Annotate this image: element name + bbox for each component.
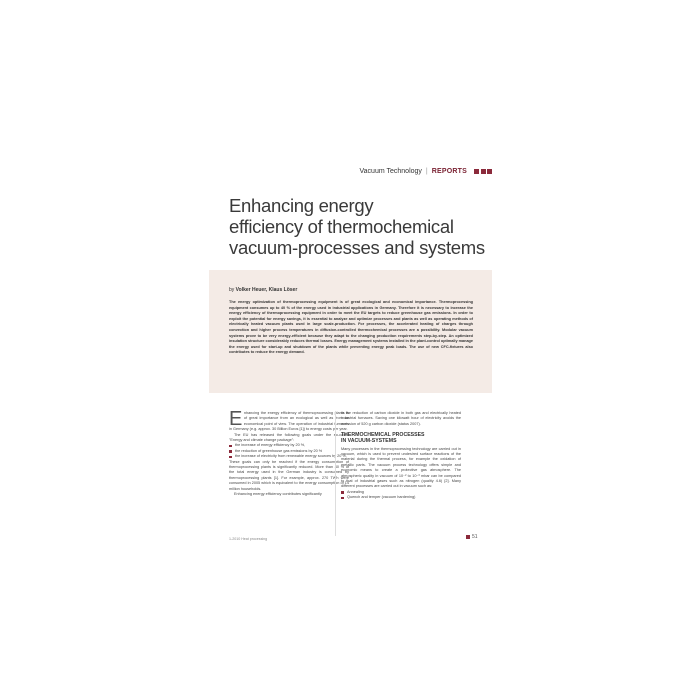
paragraph-vacuum: Many processes in the thermoprocessing technology are carried out in vacuum, which is used to prevent undesired surface reactions of the material during the thermal process, for example the oxidation of metallic parts. The vacuum process technology offers simple and economic means to create a protective gas atmosphere. The atmospheric quality in vacuum of 10⁻² to 10⁻³ mbar can be compared to that of industrial gases such as nitrogen (quality 4.6) [2]. Many different processes are carried out in vacuum such as:: [341, 446, 461, 489]
square-icon: [481, 169, 486, 174]
process-list: [341, 490, 461, 501]
column-divider: [335, 411, 336, 536]
footer-journal: 1-2010 Heat processing: [229, 537, 268, 541]
header-category: Vacuum Technology: [359, 168, 422, 175]
abstract-text: The energy optimization of thermoprocessing equipment is of great ecological and economical importance. Thermoprocessing equipment consumes up to 40 % of the energy used in industrial applications in Germany. Therefore it is necessary to increase the energy efficiency of thermoprocessing equipment in order to meet the EU targets to reduce greenhouse gas emissions. In order to exploit the potential for energy savings, it is essential to analyze and optimize processes and plants as well as operating methods of electrically heated vacuum plants used in large scale-production. For processes, the accelerated heating of charges through convection and higher process temperatures in diffusion-controlled thermochemical processes are a possibility. Modular vacuum systems prove to be very energy-efficient because they adapt to the changing production requirements step-by-step. An optimized insulation structure considerably reduces thermal losses. Energy management systems installed in the plant-control optimally manage the energy used for start-up and shutdown of the plants while preventing energy peak loads. The use of new CFC-fixtures also contributes to reduce the energy demand.: [229, 300, 473, 355]
drop-cap: E: [229, 408, 243, 430]
section-heading-line-1: THERMOCHEMICAL PROCESSES: [341, 432, 425, 439]
title-line-1: Enhancing energy: [229, 195, 374, 216]
paragraph-intro: [229, 408, 349, 433]
square-icon: [474, 169, 479, 174]
square-icon: [466, 535, 470, 539]
square-icon: [487, 169, 492, 174]
author-line: [229, 287, 297, 293]
title-line-2: efficiency of thermochemical: [229, 216, 454, 237]
header-section: REPORTS: [431, 168, 467, 175]
paragraph-intro-text: nhancing the energy efficiency of thermoprocessing plants is of great importance from an ecological as well as from an economical point of view. The operation of industrial furnaces in Germany (e.g. approx. 30 Billion Euros [1]) to energy costs per year.: [229, 411, 349, 432]
header-separator: |: [425, 168, 428, 175]
by-label: by: [229, 287, 235, 293]
paragraph-efficiency: Enhancing energy efficiency contributes significantly: [234, 492, 322, 497]
header-squares-icon: [474, 169, 492, 174]
footer-page: [466, 534, 478, 540]
body-column-1: [229, 408, 349, 498]
body-column-2: [341, 411, 461, 501]
title-line-3: vacuum-processes and systems: [229, 237, 485, 258]
section-heading-line-2: IN VACUUM-SYSTEMS: [341, 438, 397, 445]
paragraph-carbon: to the reduction of carbon dioxide in both gas and electrically heated industrial furnaces. Saving one kilowatt hour of electricity avoids the emission of 520 g carbon dioxide (status 2007).: [341, 411, 461, 426]
page-number: 51: [472, 534, 478, 540]
paragraph-consumption: These goals can only be reached if the energy consumption of thermoprocessing plants is significantly reduced. More than 40 % of the total energy used in the German industry is consumed by thermoprocessing plants [1]. For example, approx. 270 TWh were consumed in 2005 which is equivalent to the energy consumption of 14 million households.: [229, 459, 349, 491]
abstract-box: [209, 270, 492, 393]
section-heading: [341, 432, 461, 444]
list-item: Quench and temper (vacuum hardening): [341, 495, 461, 500]
list-item: the increase of electricity from renewable energy sources by 20 %.: [229, 454, 349, 459]
author-names: Volker Heuer, Klaus Löser: [235, 287, 298, 293]
list-item: the increase of energy efficiency by 20 %,: [229, 443, 349, 448]
running-header: [360, 168, 492, 175]
list-item: Annealing: [341, 490, 461, 495]
article-title: [229, 195, 529, 258]
goals-list: [229, 443, 349, 459]
list-item: the reduction of greenhouse gas emissions by 20 %: [229, 449, 349, 454]
paragraph-eu-goals: The EU has released the following goals under the so-called "Energy and climate change package":: [229, 432, 349, 443]
